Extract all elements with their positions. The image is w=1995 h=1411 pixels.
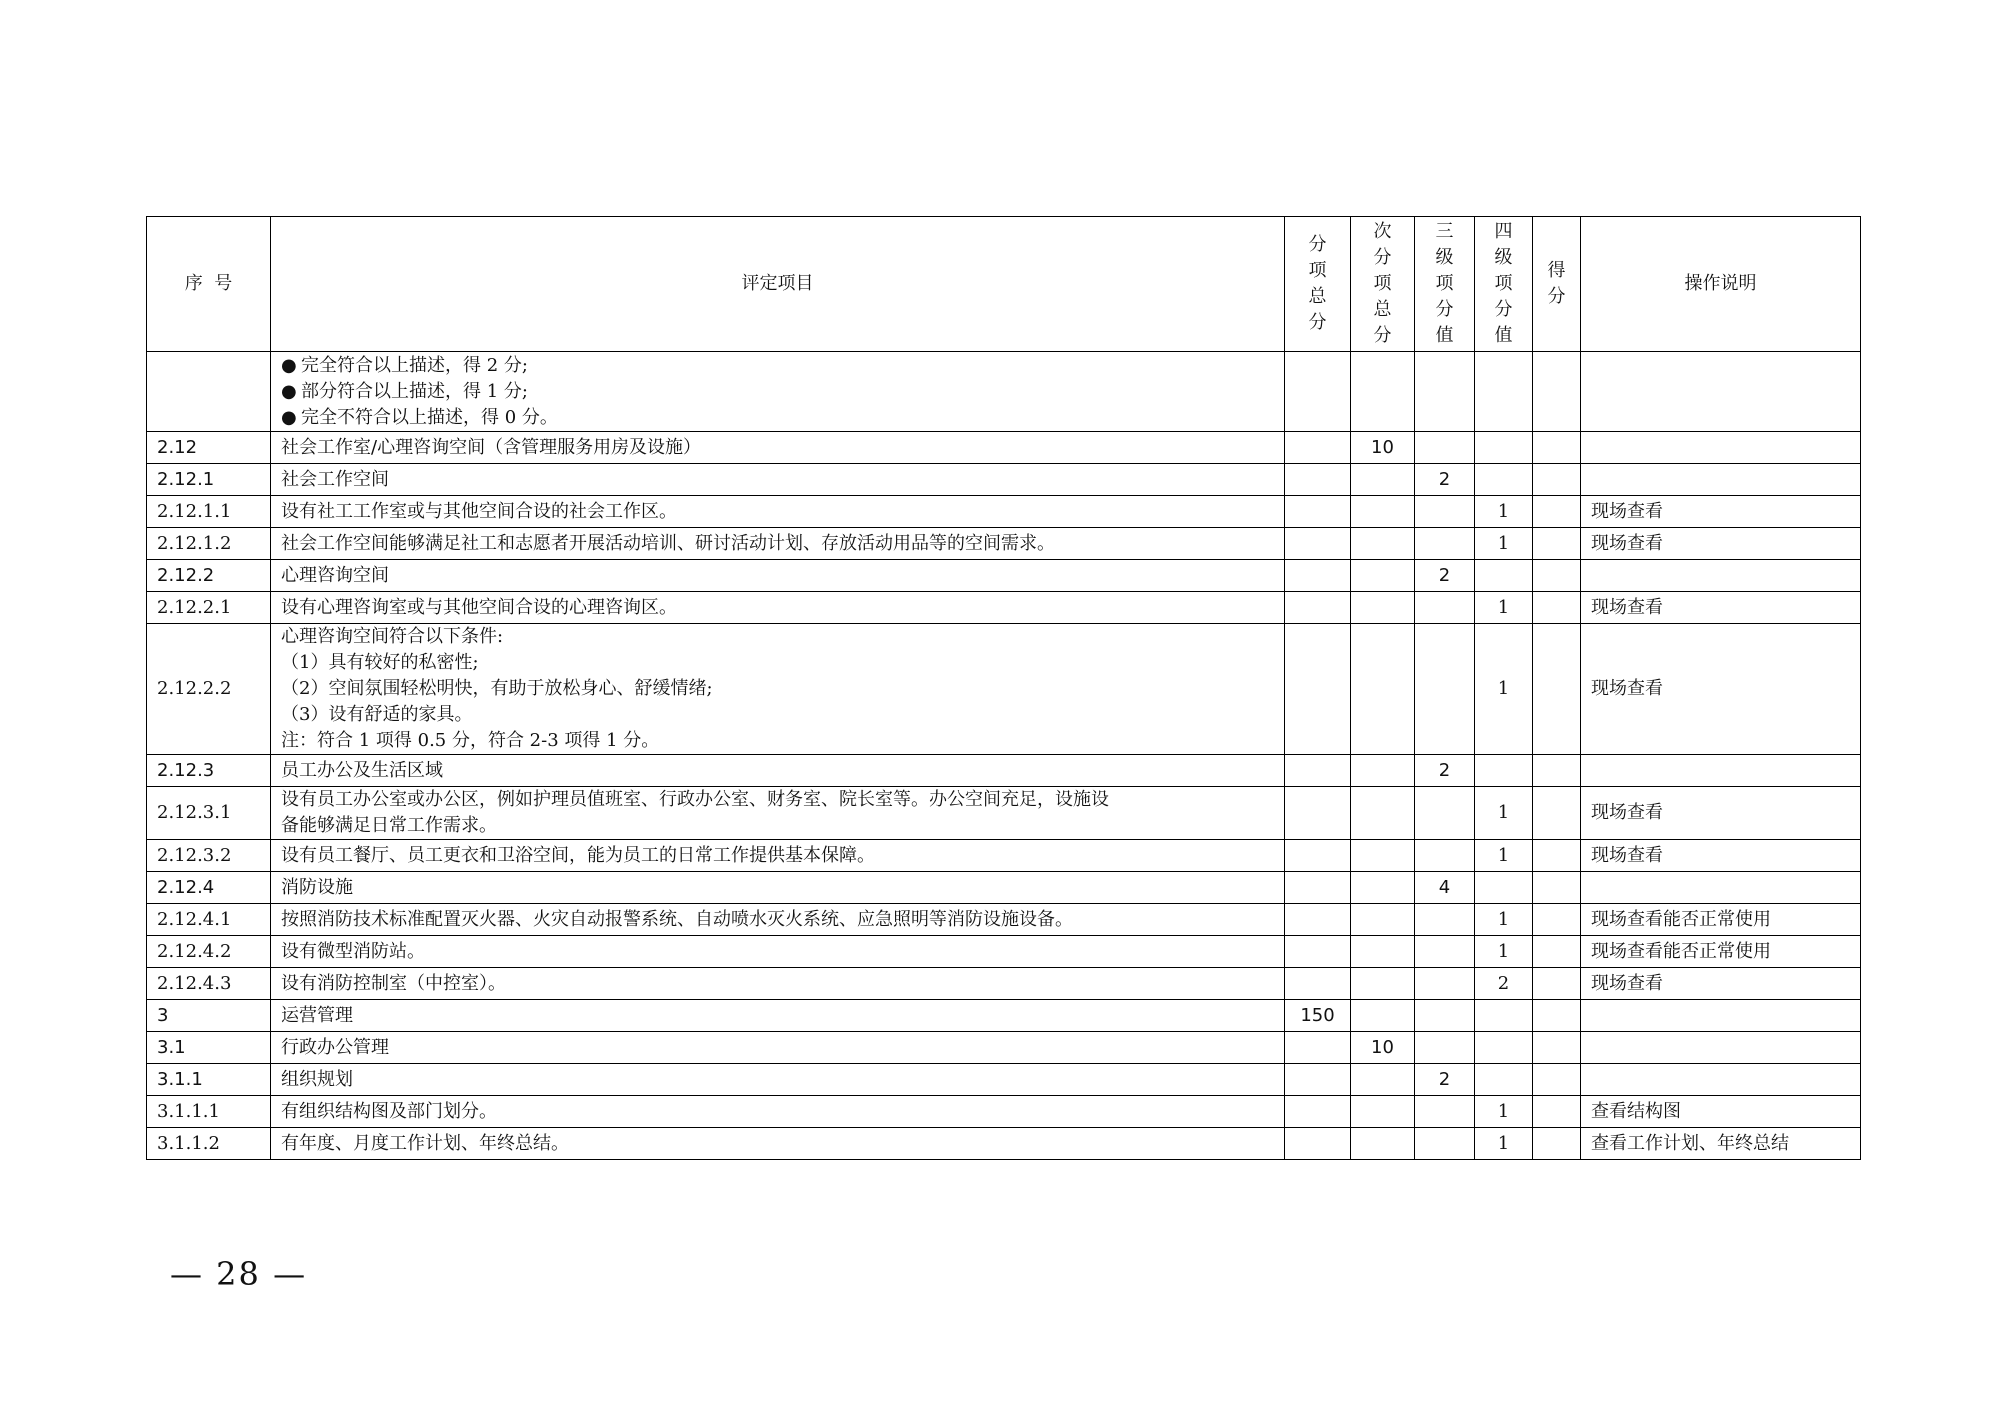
score-cell bbox=[1533, 872, 1581, 904]
note-cell bbox=[1581, 1000, 1861, 1032]
level3-cell bbox=[1415, 1128, 1475, 1160]
sec-total-cell: 10 bbox=[1351, 1032, 1415, 1064]
bullet-item: ● 完全符合以上描述，得 2 分; bbox=[281, 353, 1274, 379]
item-cell: 行政办公管理 bbox=[271, 1032, 1285, 1064]
level3-cell bbox=[1415, 1032, 1475, 1064]
header-item: 评定项目 bbox=[271, 217, 1285, 352]
score-cell bbox=[1533, 787, 1581, 840]
item-line: 注：符合 1 项得 0.5 分，符合 2-3 项得 1 分。 bbox=[281, 730, 660, 751]
score-cell bbox=[1533, 464, 1581, 496]
seq-cell: 3.1 bbox=[147, 1032, 271, 1064]
table-row bbox=[147, 755, 1861, 787]
item-cell bbox=[271, 624, 1285, 755]
seq-cell: 2.12.4 bbox=[147, 872, 271, 904]
sub-total-cell bbox=[1285, 787, 1351, 840]
seq-cell: 2.12.3 bbox=[147, 755, 271, 787]
seq-cell: 2.12.4.2 bbox=[147, 936, 271, 968]
level3-cell bbox=[1415, 840, 1475, 872]
level3-cell bbox=[1415, 787, 1475, 840]
table-row bbox=[147, 1064, 1861, 1096]
table-row bbox=[147, 528, 1861, 560]
level3-cell: 2 bbox=[1415, 1064, 1475, 1096]
item-cell: 心理咨询空间 bbox=[271, 560, 1285, 592]
seq-cell: 2.12.1.2 bbox=[147, 528, 271, 560]
table-row bbox=[147, 904, 1861, 936]
level3-cell bbox=[1415, 968, 1475, 1000]
level4-cell: 1 bbox=[1475, 592, 1533, 624]
sec-total-cell bbox=[1351, 624, 1415, 755]
sec-total-cell bbox=[1351, 1064, 1415, 1096]
seq-cell: 2.12.3.1 bbox=[147, 787, 271, 840]
table-row bbox=[147, 1032, 1861, 1064]
sub-total-cell bbox=[1285, 840, 1351, 872]
sec-total-cell bbox=[1351, 755, 1415, 787]
sec-total-cell bbox=[1351, 352, 1415, 432]
level3-cell bbox=[1415, 496, 1475, 528]
level4-cell: 1 bbox=[1475, 787, 1533, 840]
score-cell bbox=[1533, 1000, 1581, 1032]
table-row bbox=[147, 872, 1861, 904]
level4-cell bbox=[1475, 1000, 1533, 1032]
bullet-item: ● 部分符合以上描述，得 1 分; bbox=[281, 379, 1274, 405]
sub-total-cell bbox=[1285, 496, 1351, 528]
level4-cell bbox=[1475, 352, 1533, 432]
sub-total-cell bbox=[1285, 755, 1351, 787]
table-row bbox=[147, 432, 1861, 464]
item-line: 设有员工办公室或办公区，例如护理员值班室、行政办公室、财务室、院长室等。办公空间充足，设施设 bbox=[281, 789, 1109, 810]
table-row bbox=[147, 1128, 1861, 1160]
item-cell: 设有微型消防站。 bbox=[271, 936, 1285, 968]
table-row bbox=[147, 840, 1861, 872]
table-row bbox=[147, 624, 1861, 755]
item-line: （1）具有较好的私密性; bbox=[281, 652, 479, 673]
bullet-row bbox=[147, 352, 1861, 432]
sub-total-cell bbox=[1285, 528, 1351, 560]
item-cell: 有组织结构图及部门划分。 bbox=[271, 1096, 1285, 1128]
level4-cell: 1 bbox=[1475, 936, 1533, 968]
table-row bbox=[147, 968, 1861, 1000]
level4-cell: 1 bbox=[1475, 1128, 1533, 1160]
seq-cell: 3.1.1 bbox=[147, 1064, 271, 1096]
item-cell: 组织规划 bbox=[271, 1064, 1285, 1096]
table-row bbox=[147, 496, 1861, 528]
note-cell: 现场查看 bbox=[1581, 968, 1861, 1000]
sub-total-cell bbox=[1285, 352, 1351, 432]
table-row bbox=[147, 1000, 1861, 1032]
sub-total-cell bbox=[1285, 432, 1351, 464]
note-cell: 现场查看 bbox=[1581, 840, 1861, 872]
item-cell: 按照消防技术标准配置灭火器、火灾自动报警系统、自动喷水灭火系统、应急照明等消防设施设备。 bbox=[271, 904, 1285, 936]
score-cell bbox=[1533, 592, 1581, 624]
level4-cell bbox=[1475, 432, 1533, 464]
header-sub-total: 分项总分 bbox=[1285, 217, 1351, 352]
score-cell bbox=[1533, 432, 1581, 464]
seq-cell bbox=[147, 352, 271, 432]
note-cell: 现场查看 bbox=[1581, 787, 1861, 840]
score-cell bbox=[1533, 528, 1581, 560]
header-level3: 三级项分值 bbox=[1415, 217, 1475, 352]
level3-cell bbox=[1415, 528, 1475, 560]
sec-total-cell bbox=[1351, 787, 1415, 840]
sub-total-cell bbox=[1285, 1096, 1351, 1128]
sub-total-cell bbox=[1285, 936, 1351, 968]
bullet-item: ● 完全不符合以上描述，得 0 分。 bbox=[281, 405, 1274, 431]
item-cell: 员工办公及生活区域 bbox=[271, 755, 1285, 787]
sec-total-cell bbox=[1351, 1000, 1415, 1032]
level4-cell: 1 bbox=[1475, 840, 1533, 872]
item-cell bbox=[271, 787, 1285, 840]
seq-cell: 2.12.2.1 bbox=[147, 592, 271, 624]
sec-total-cell bbox=[1351, 968, 1415, 1000]
bullet-icon: ● bbox=[281, 354, 297, 376]
score-cell bbox=[1533, 1064, 1581, 1096]
note-cell bbox=[1581, 560, 1861, 592]
header-row bbox=[147, 217, 1861, 352]
level4-cell: 1 bbox=[1475, 528, 1533, 560]
note-cell: 现场查看能否正常使用 bbox=[1581, 904, 1861, 936]
seq-cell: 2.12.1 bbox=[147, 464, 271, 496]
level4-cell bbox=[1475, 560, 1533, 592]
seq-cell: 2.12.4.3 bbox=[147, 968, 271, 1000]
level3-cell bbox=[1415, 936, 1475, 968]
level4-cell bbox=[1475, 1064, 1533, 1096]
table-row bbox=[147, 936, 1861, 968]
level3-cell bbox=[1415, 904, 1475, 936]
seq-cell: 3.1.1.2 bbox=[147, 1128, 271, 1160]
level3-cell bbox=[1415, 1000, 1475, 1032]
score-cell bbox=[1533, 1128, 1581, 1160]
item-cell: 社会工作空间 bbox=[271, 464, 1285, 496]
sub-total-cell bbox=[1285, 464, 1351, 496]
table-row bbox=[147, 560, 1861, 592]
seq-cell: 3.1.1.1 bbox=[147, 1096, 271, 1128]
sub-total-cell bbox=[1285, 560, 1351, 592]
sec-total-cell bbox=[1351, 1128, 1415, 1160]
note-cell bbox=[1581, 1064, 1861, 1096]
note-cell bbox=[1581, 1032, 1861, 1064]
table-row bbox=[147, 1096, 1861, 1128]
table-row bbox=[147, 592, 1861, 624]
note-cell bbox=[1581, 755, 1861, 787]
item-cell: 设有消防控制室（中控室）。 bbox=[271, 968, 1285, 1000]
sec-total-cell bbox=[1351, 528, 1415, 560]
header-seq: 序 号 bbox=[147, 217, 271, 352]
level3-cell bbox=[1415, 624, 1475, 755]
header-note: 操作说明 bbox=[1581, 217, 1861, 352]
level4-cell: 1 bbox=[1475, 496, 1533, 528]
item-cell: 社会工作室/心理咨询空间（含管理服务用房及设施） bbox=[271, 432, 1285, 464]
level3-cell: 2 bbox=[1415, 560, 1475, 592]
evaluation-table bbox=[146, 216, 1861, 1160]
table-row bbox=[147, 464, 1861, 496]
bullet-icon: ● bbox=[281, 406, 297, 428]
sub-total-cell bbox=[1285, 592, 1351, 624]
score-cell bbox=[1533, 755, 1581, 787]
header-sec-total: 次分项总分 bbox=[1351, 217, 1415, 352]
seq-cell: 2.12.4.1 bbox=[147, 904, 271, 936]
sec-total-cell bbox=[1351, 592, 1415, 624]
sub-total-cell: 150 bbox=[1285, 1000, 1351, 1032]
note-cell bbox=[1581, 464, 1861, 496]
score-cell bbox=[1533, 352, 1581, 432]
sub-total-cell bbox=[1285, 1064, 1351, 1096]
level4-cell: 1 bbox=[1475, 1096, 1533, 1128]
sub-total-cell bbox=[1285, 872, 1351, 904]
level4-cell: 1 bbox=[1475, 904, 1533, 936]
sec-total-cell bbox=[1351, 936, 1415, 968]
score-cell bbox=[1533, 840, 1581, 872]
bullet-list bbox=[271, 352, 1285, 432]
note-cell: 现场查看 bbox=[1581, 528, 1861, 560]
header-score: 得分 bbox=[1533, 217, 1581, 352]
sec-total-cell bbox=[1351, 464, 1415, 496]
score-cell bbox=[1533, 1032, 1581, 1064]
seq-cell: 2.12.2 bbox=[147, 560, 271, 592]
note-cell bbox=[1581, 872, 1861, 904]
item-line: 心理咨询空间符合以下条件: bbox=[281, 626, 504, 647]
sub-total-cell bbox=[1285, 1032, 1351, 1064]
item-cell: 消防设施 bbox=[271, 872, 1285, 904]
item-line: （2）空间氛围轻松明快，有助于放松身心、舒缓情绪; bbox=[281, 678, 713, 699]
item-cell: 设有社工工作室或与其他空间合设的社会工作区。 bbox=[271, 496, 1285, 528]
score-cell bbox=[1533, 624, 1581, 755]
sec-total-cell bbox=[1351, 560, 1415, 592]
item-cell: 有年度、月度工作计划、年终总结。 bbox=[271, 1128, 1285, 1160]
sec-total-cell bbox=[1351, 1096, 1415, 1128]
level3-cell: 4 bbox=[1415, 872, 1475, 904]
note-cell bbox=[1581, 352, 1861, 432]
score-cell bbox=[1533, 936, 1581, 968]
level4-cell bbox=[1475, 464, 1533, 496]
level3-cell bbox=[1415, 352, 1475, 432]
item-cell: 运营管理 bbox=[271, 1000, 1285, 1032]
item-cell: 设有心理咨询室或与其他空间合设的心理咨询区。 bbox=[271, 592, 1285, 624]
level4-cell: 1 bbox=[1475, 624, 1533, 755]
level3-cell: 2 bbox=[1415, 755, 1475, 787]
note-cell: 查看结构图 bbox=[1581, 1096, 1861, 1128]
seq-cell: 2.12.2.2 bbox=[147, 624, 271, 755]
level4-cell: 2 bbox=[1475, 968, 1533, 1000]
sub-total-cell bbox=[1285, 968, 1351, 1000]
item-cell: 社会工作空间能够满足社工和志愿者开展活动培训、研讨活动计划、存放活动用品等的空间需求。 bbox=[271, 528, 1285, 560]
sub-total-cell bbox=[1285, 624, 1351, 755]
level3-cell bbox=[1415, 1096, 1475, 1128]
note-cell: 现场查看 bbox=[1581, 592, 1861, 624]
seq-cell: 2.12 bbox=[147, 432, 271, 464]
sec-total-cell bbox=[1351, 496, 1415, 528]
page-number: — 28 — bbox=[170, 1255, 308, 1293]
score-cell bbox=[1533, 496, 1581, 528]
note-cell: 查看工作计划、年终总结 bbox=[1581, 1128, 1861, 1160]
level4-cell bbox=[1475, 1032, 1533, 1064]
score-cell bbox=[1533, 560, 1581, 592]
level3-cell: 2 bbox=[1415, 464, 1475, 496]
sub-total-cell bbox=[1285, 1128, 1351, 1160]
sec-total-cell bbox=[1351, 904, 1415, 936]
score-cell bbox=[1533, 1096, 1581, 1128]
level3-cell bbox=[1415, 592, 1475, 624]
bullet-icon: ● bbox=[281, 380, 297, 402]
sec-total-cell bbox=[1351, 872, 1415, 904]
table-row bbox=[147, 787, 1861, 840]
note-cell: 现场查看 bbox=[1581, 496, 1861, 528]
seq-cell: 3 bbox=[147, 1000, 271, 1032]
level4-cell bbox=[1475, 755, 1533, 787]
note-cell: 现场查看能否正常使用 bbox=[1581, 936, 1861, 968]
seq-cell: 2.12.3.2 bbox=[147, 840, 271, 872]
item-line: （3）设有舒适的家具。 bbox=[281, 704, 473, 725]
sec-total-cell: 10 bbox=[1351, 432, 1415, 464]
header-level4: 四级项分值 bbox=[1475, 217, 1533, 352]
sub-total-cell bbox=[1285, 904, 1351, 936]
note-cell bbox=[1581, 432, 1861, 464]
item-cell: 设有员工餐厅、员工更衣和卫浴空间，能为员工的日常工作提供基本保障。 bbox=[271, 840, 1285, 872]
note-cell: 现场查看 bbox=[1581, 624, 1861, 755]
item-line: 备能够满足日常工作需求。 bbox=[281, 815, 497, 836]
level4-cell bbox=[1475, 872, 1533, 904]
score-cell bbox=[1533, 968, 1581, 1000]
seq-cell: 2.12.1.1 bbox=[147, 496, 271, 528]
sec-total-cell bbox=[1351, 840, 1415, 872]
level3-cell bbox=[1415, 432, 1475, 464]
score-cell bbox=[1533, 904, 1581, 936]
